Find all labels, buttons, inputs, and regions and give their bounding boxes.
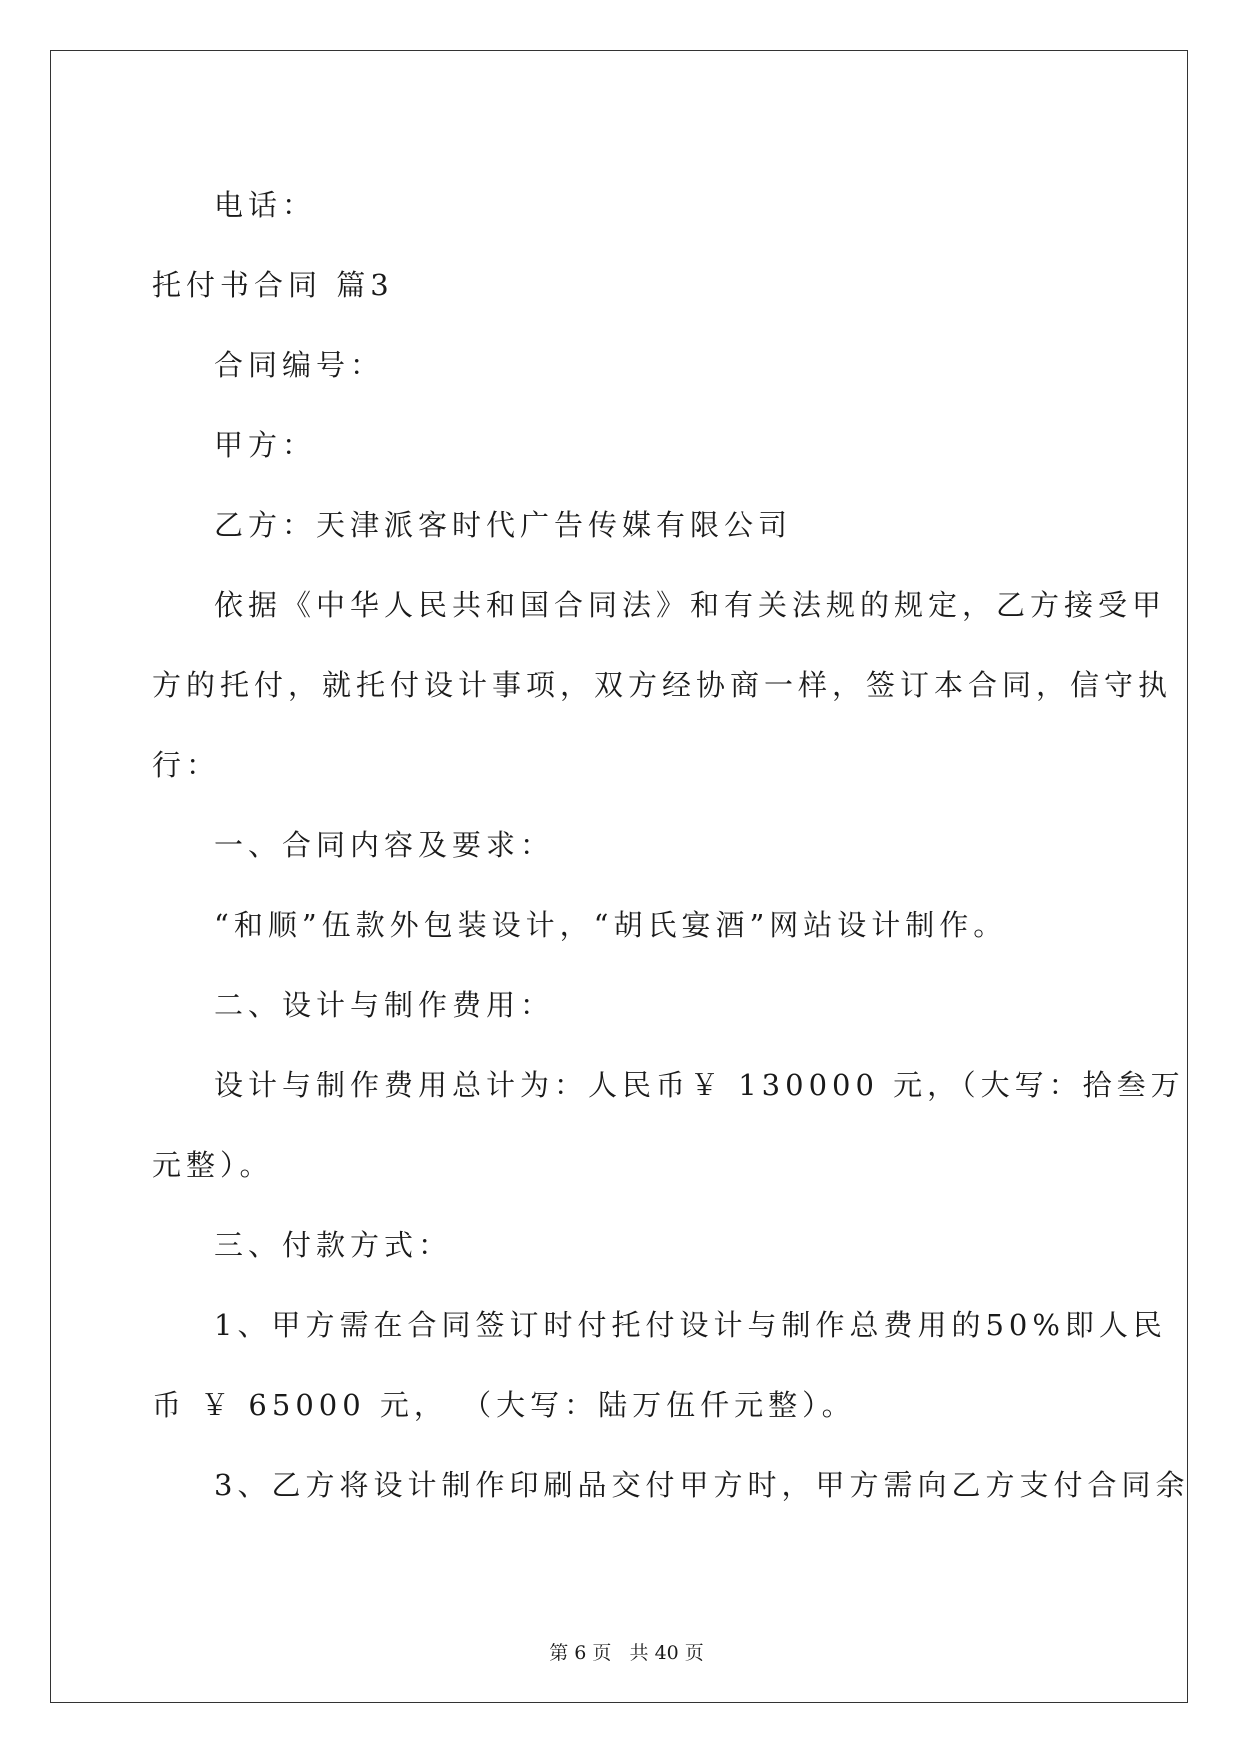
paragraph-line: 乙方：天津派客时代广告传媒有限公司	[214, 508, 793, 542]
paragraph-line: 合同编号：	[214, 348, 385, 382]
paragraph-line: 币 ￥ 65000 元， （大写：陆万伍仟元整）。	[152, 1388, 856, 1422]
clause-heading: 三、付款方式：	[214, 1228, 453, 1262]
clause-heading: 一、合同内容及要求：	[214, 828, 555, 862]
paragraph-line: 方的托付，就托付设计事项，双方经协商一样，签订本合同，信守执	[152, 668, 1173, 702]
paragraph-line: 3、乙方将设计制作印刷品交付甲方时，甲方需向乙方支付合同余	[214, 1468, 1190, 1502]
paragraph-line: 元整）。	[152, 1148, 274, 1182]
paragraph-line: 依据《中华人民共和国合同法》和有关法规的规定，乙方接受甲	[214, 588, 1167, 622]
section-title: 托付书合同 篇3	[152, 268, 394, 302]
paragraph-line: “和顺”伍款外包装设计，“胡氏宴酒”网站设计制作。	[214, 908, 1008, 942]
paragraph-line: 设计与制作费用总计为：人民币￥ 130000 元，（大写：拾叁万	[214, 1068, 1185, 1102]
paragraph-line: 甲方：	[214, 428, 317, 462]
page-number: 第 6 页 共 40 页	[549, 1642, 704, 1664]
clause-heading: 二、设计与制作费用：	[214, 988, 555, 1022]
paragraph-line: 1、甲方需在合同签订时付托付设计与制作总费用的50%即人民	[214, 1308, 1167, 1342]
page-footer	[0, 1616, 1241, 1665]
paragraph-line: 电话：	[214, 188, 317, 222]
document-body	[152, 165, 1190, 1525]
paragraph-line: 行：	[152, 748, 221, 782]
